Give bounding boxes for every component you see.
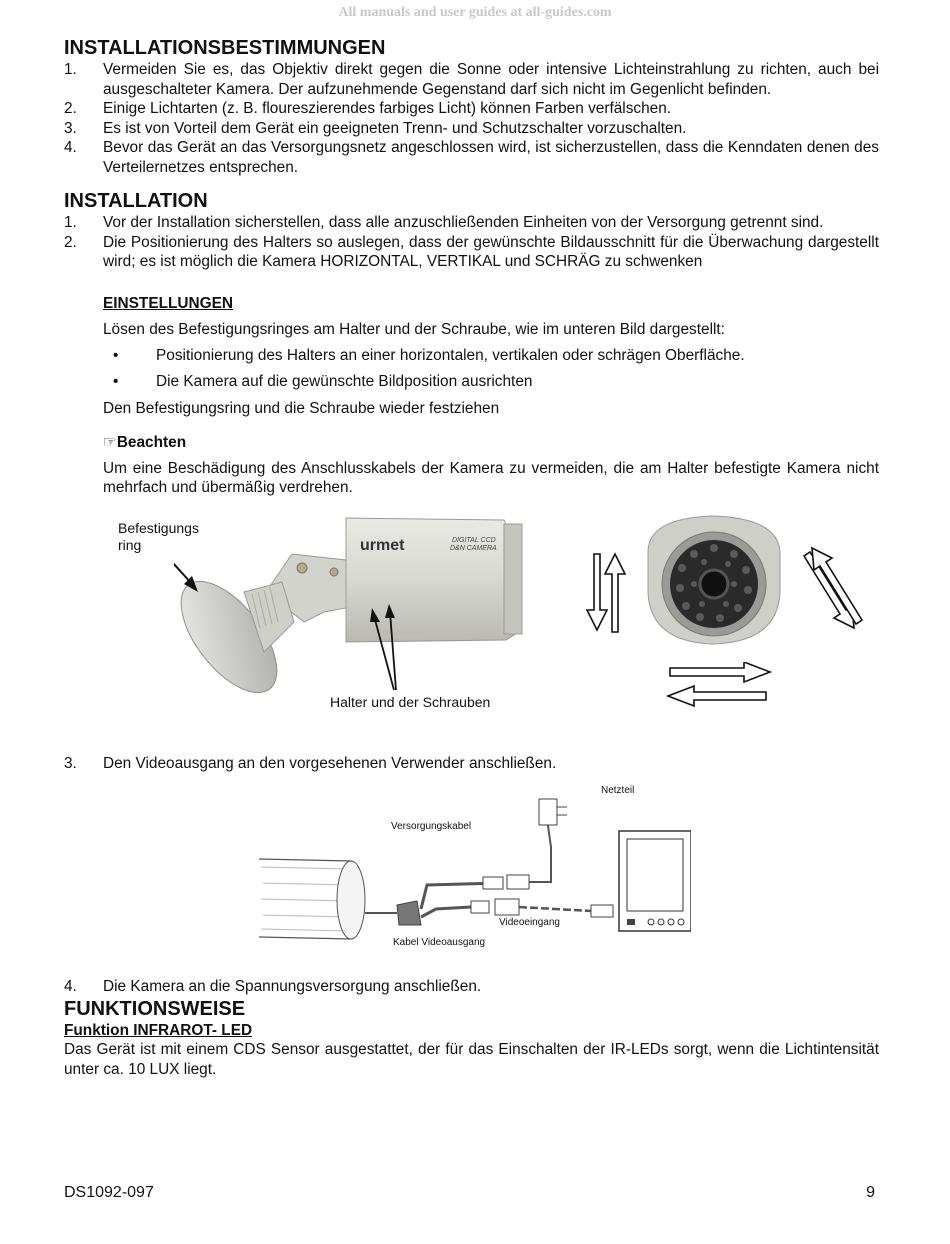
item-text: Bevor das Gerät an das Versorgungsnetz angeschlossen wird, ist sicherzustellen, dass die Kenndaten denen des Verteilernetzes entsprechen.	[103, 139, 879, 176]
item-text: Den Videoausgang an den vorgesehenen Verwender anschließen.	[103, 754, 557, 772]
section-title-funktionsweise: FUNKTIONSWEISE	[64, 997, 246, 1020]
page-footer	[64, 1183, 875, 1203]
label-power-cable: Versorgungskabel	[391, 821, 472, 832]
list-item	[64, 213, 879, 233]
note-title-text: Beachten	[116, 434, 187, 451]
camera-bracket-illustration	[174, 512, 534, 712]
settings-intro: Lösen des Befestigungsringes am Halter und der Schraube, wie im unteren Bild dargestellt:	[103, 321, 725, 338]
camera-label-line2: D&N CAMERA	[450, 544, 497, 552]
horizontal-pan-arrows-icon	[666, 662, 776, 712]
label-video-input: Videoeingang	[499, 917, 560, 928]
note-text: Um eine Beschädigung des Anschlusskabels der Kamera zu vermeiden, die am Halter befestigte Kamera nicht mehrfach und übermäßig verdrehen.	[103, 459, 879, 496]
item-number: 1.	[64, 61, 77, 78]
settings-outro: Den Befestigungsring und die Schraube wieder festziehen	[103, 399, 500, 417]
subsection-title-infrared: Funktion INFRAROT- LED	[64, 1021, 253, 1039]
bracket-figure	[64, 512, 879, 748]
bullet-item: • Die Kamera auf die gewünschte Bildposition ausrichten	[103, 372, 879, 392]
installation-list	[64, 213, 879, 272]
page-number: 9	[866, 1184, 875, 1201]
wiring-diagram	[231, 779, 691, 959]
item-number: 1.	[64, 214, 77, 231]
camera-front-view-illustration	[638, 512, 788, 652]
list-item	[64, 977, 879, 997]
step-4	[64, 977, 879, 997]
document-id: DS1092-097	[64, 1184, 154, 1201]
settings-title: EINSTELLUNGEN	[103, 294, 233, 312]
brand-logo: urmet	[360, 536, 405, 554]
installation-rules-list	[64, 60, 879, 177]
list-item	[64, 233, 879, 272]
page-content	[64, 36, 879, 1079]
list-item	[64, 754, 879, 774]
label-power-supply: Netzteil	[601, 785, 635, 796]
wiring-diagram-illustration	[231, 779, 691, 949]
item-text: Die Positionierung des Halters so auslegen, dass der gewünschte Bildausschnitt für die Überwachung dargestellt wird; es ist möglich die Kamera HORIZONTAL, VERTIKAL und SCHRÄG zu schwenken	[103, 233, 879, 270]
bullet-item: • Positionierung des Halters an einer horizontalen, vertikalen oder schrägen Oberfläche.	[103, 346, 879, 366]
vertical-tilt-arrows-icon	[584, 548, 634, 638]
list-item	[64, 119, 879, 139]
item-text: Einige Lichtarten (z. B. floureszierendes farbiges Licht) können Farben verfälschen.	[103, 100, 672, 117]
label-fixing-ring-line1: Befestigungs	[118, 519, 199, 536]
settings-bullets	[103, 346, 879, 392]
item-number: 2.	[64, 100, 77, 117]
item-text: Die Kamera an die Spannungsversorgung anschließen.	[103, 978, 482, 995]
item-number: 3.	[64, 119, 77, 137]
item-number: 4.	[64, 978, 77, 995]
item-number: 3.	[64, 754, 77, 772]
step-3	[64, 754, 879, 774]
watermark: All manuals and user guides at all-guides.com	[338, 5, 612, 20]
list-item	[64, 60, 879, 99]
section-title-installationsbestimmungen: INSTALLATIONSBESTIMMUNGEN	[64, 37, 386, 59]
label-bracket-screws: Halter und der Schrauben	[330, 693, 491, 710]
list-item	[64, 99, 879, 119]
item-text: Vor der Installation sicherstellen, dass alle anzuschließenden Einheiten von der Versorgung getrennt sind.	[103, 214, 824, 231]
label-fixing-ring-line2: ring	[118, 536, 142, 553]
item-text: Vermeiden Sie es, das Objektiv direkt gegen die Sonne oder intensive Lichteinstrahlung zu richten, auch bei ausgeschalteter Kamera. Der aufzunehmende Gegenstand darf sich nicht im Gegenlicht befinden.	[103, 61, 879, 98]
camera-label-line1: DIGITAL CCD	[452, 536, 496, 544]
diagonal-rotate-arrows-icon	[796, 538, 876, 638]
item-number: 4.	[64, 139, 77, 156]
note-title	[103, 433, 879, 453]
list-item	[64, 138, 879, 177]
item-number: 2.	[64, 233, 77, 251]
settings-block	[103, 294, 879, 498]
infrared-description: Das Gerät ist mit einem CDS Sensor ausgestattet, der für das Einschalten der IR-LEDs sorgt, wenn die Lichtintensität unter ca. 10 LUX liegt.	[64, 1041, 879, 1078]
pointing-hand-icon: ☞	[103, 433, 117, 451]
label-video-output-cable: Kabel Videoausgang	[393, 937, 486, 948]
section-title-installation: INSTALLATION	[64, 190, 208, 212]
item-text: Es ist von Vorteil dem Gerät ein geeigneten Trenn- und Schutzschalter vorzuschalten.	[103, 119, 687, 137]
